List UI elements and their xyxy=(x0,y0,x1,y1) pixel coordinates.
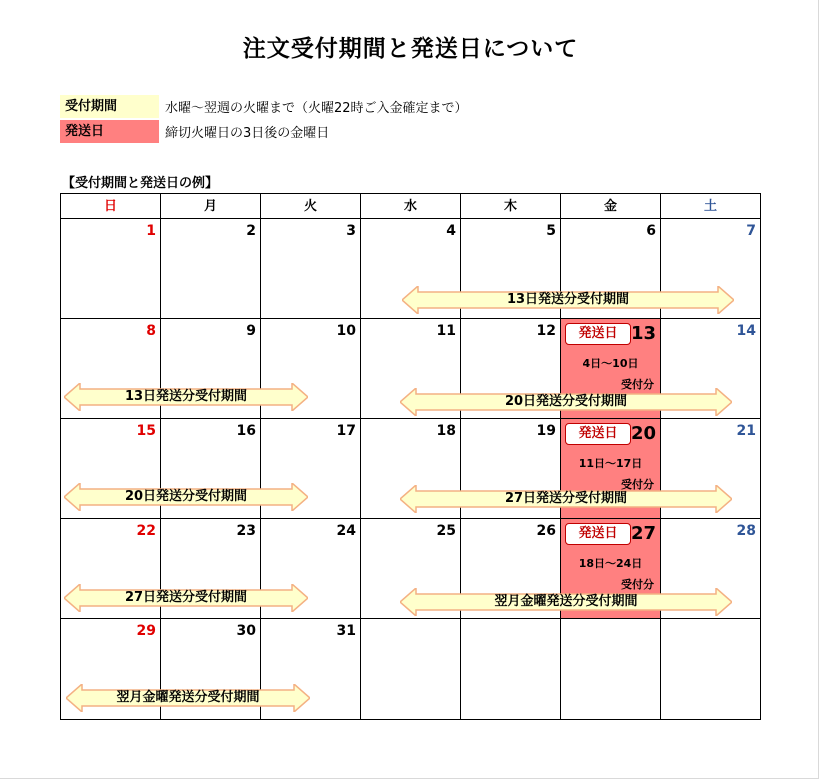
ship-day-range: 4日～10日 xyxy=(582,357,639,370)
legend-ship-text: 締切火曜日の3日後の金曜日 xyxy=(165,126,330,141)
reception-arrow-label: 翌月金曜発送分受付期間 xyxy=(116,690,260,705)
legend-reception-text: 水曜～翌週の火曜まで（火曜22時ご入金確定まで） xyxy=(165,101,468,116)
day-cell xyxy=(360,618,460,719)
reception-arrow-label: 20日発送分受付期間 xyxy=(124,489,248,504)
day-number: 30 xyxy=(236,623,256,639)
ship-day-number: 13 xyxy=(630,323,656,344)
day-number: 28 xyxy=(736,523,756,539)
ship-day-range: 11日～17日 xyxy=(578,457,643,470)
day-number: 5 xyxy=(546,223,556,239)
ship-day-number: 20 xyxy=(630,423,656,444)
reception-arrow xyxy=(66,684,310,712)
ship-day-note: 受付分 xyxy=(621,478,654,491)
reception-arrow-label: 20日発送分受付期間 xyxy=(504,394,628,409)
ship-day-note: 受付分 xyxy=(621,378,654,391)
day-number: 16 xyxy=(236,423,256,439)
reception-arrow xyxy=(64,483,308,511)
day-number: 8 xyxy=(146,323,156,339)
calendar-border-right xyxy=(760,193,761,720)
reception-arrow xyxy=(400,388,732,416)
ship-day-note: 受付分 xyxy=(621,578,654,591)
day-number: 9 xyxy=(246,323,256,339)
ship-day-number: 27 xyxy=(630,523,656,544)
day-number: 3 xyxy=(346,223,356,239)
day-number: 11 xyxy=(436,323,456,339)
page-title: 注文受付期間と発送日について xyxy=(242,36,579,62)
calendar-subheading: 【受付期間と発送日の例】 xyxy=(62,176,219,191)
calendar-border-bottom xyxy=(60,719,761,720)
day-cell xyxy=(60,218,160,318)
reception-arrow xyxy=(400,588,732,616)
day-number: 14 xyxy=(736,323,756,339)
ship-day-badge: 発送日 xyxy=(565,323,631,345)
day-number: 29 xyxy=(136,623,156,639)
weekday-mon: 月 xyxy=(160,193,260,218)
weekday-sat: 土 xyxy=(660,193,760,218)
day-number: 21 xyxy=(736,423,756,439)
weekday-tue: 火 xyxy=(260,193,360,218)
reception-arrow xyxy=(64,383,308,411)
day-number: 15 xyxy=(136,423,156,439)
weekday-fri: 金 xyxy=(560,193,660,218)
reception-arrow-label: 27日発送分受付期間 xyxy=(124,590,248,605)
day-number: 19 xyxy=(536,423,556,439)
day-number: 12 xyxy=(536,323,556,339)
weekday-sun: 日 xyxy=(60,193,160,218)
reception-arrow-label: 13日発送分受付期間 xyxy=(124,389,248,404)
day-cell xyxy=(660,618,760,719)
legend-ship-label: 発送日 xyxy=(60,120,159,143)
weekday-wed: 水 xyxy=(360,193,460,218)
day-number: 10 xyxy=(336,323,356,339)
day-number: 17 xyxy=(336,423,356,439)
day-number: 18 xyxy=(436,423,456,439)
reception-arrow-label: 27日発送分受付期間 xyxy=(504,491,628,506)
legend-ship xyxy=(60,120,329,143)
day-number: 31 xyxy=(336,623,356,639)
day-number: 7 xyxy=(746,223,756,239)
day-number: 6 xyxy=(646,223,656,239)
ship-day-badge: 発送日 xyxy=(565,523,631,545)
weekday-thu: 木 xyxy=(460,193,560,218)
day-number: 4 xyxy=(446,223,456,239)
day-cell xyxy=(160,218,260,318)
legend-reception-label: 受付期間 xyxy=(60,95,159,118)
day-number: 25 xyxy=(436,523,456,539)
day-number: 23 xyxy=(236,523,256,539)
day-number: 22 xyxy=(136,523,156,539)
reception-arrow xyxy=(64,584,308,612)
day-number: 26 xyxy=(536,523,556,539)
day-cell xyxy=(460,618,560,719)
day-number: 24 xyxy=(336,523,356,539)
calendar xyxy=(60,193,761,720)
reception-arrow-label: 13日発送分受付期間 xyxy=(506,292,630,307)
day-number: 1 xyxy=(146,223,156,239)
day-cell xyxy=(560,618,660,719)
reception-arrow xyxy=(400,485,732,513)
day-number: 2 xyxy=(246,223,256,239)
ship-day-range: 18日～24日 xyxy=(578,557,643,570)
reception-arrow-label: 翌月金曜発送分受付期間 xyxy=(494,594,638,609)
reception-arrow xyxy=(402,286,734,314)
day-cell xyxy=(260,218,360,318)
ship-day-badge: 発送日 xyxy=(565,423,631,445)
legend-reception xyxy=(60,95,468,118)
